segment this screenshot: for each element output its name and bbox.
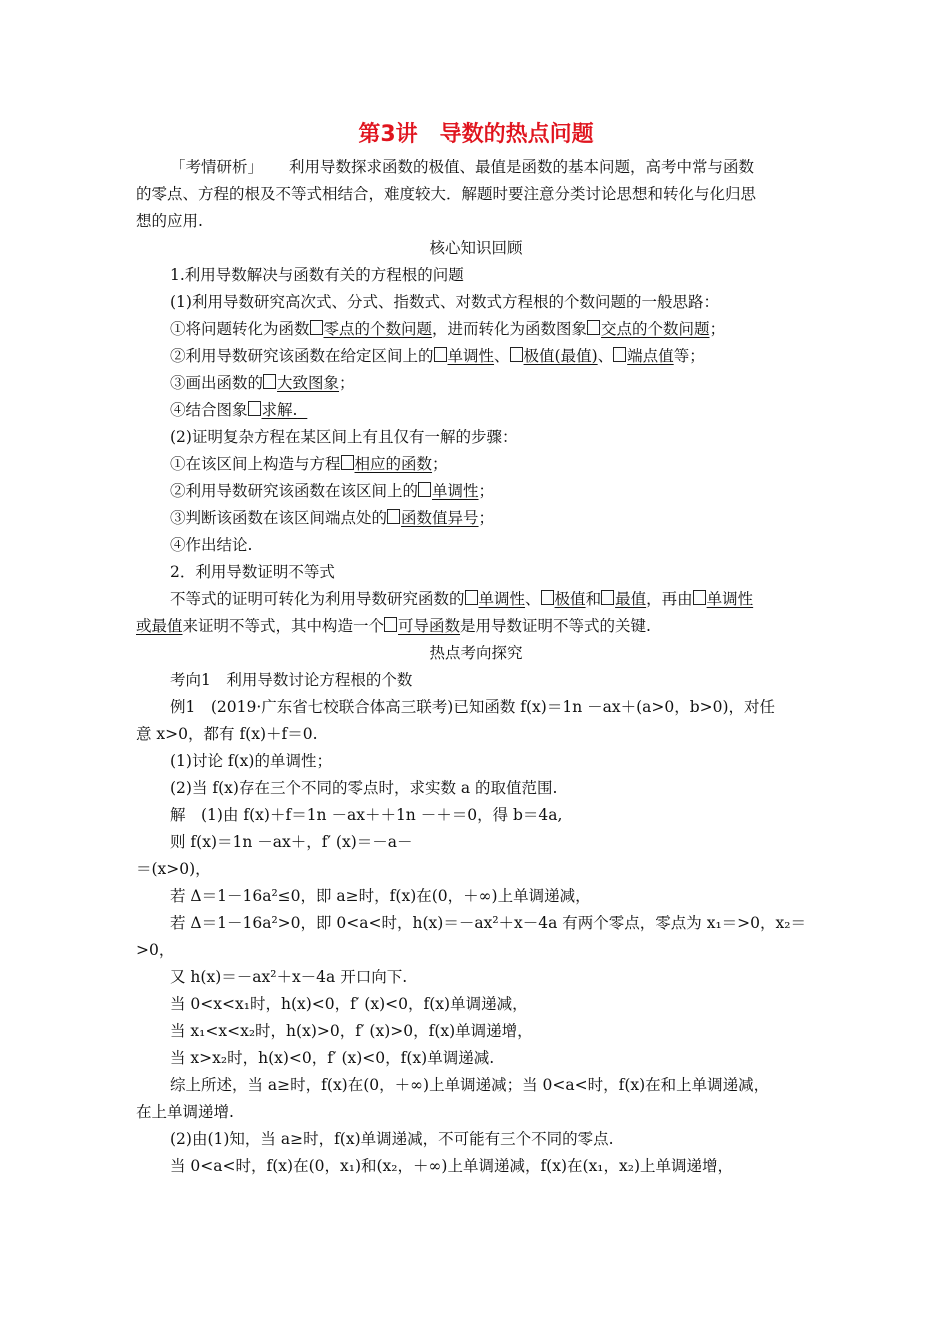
fill-answer: 端点值 — [627, 347, 674, 365]
blank-box — [465, 590, 478, 605]
blank-box — [601, 590, 614, 605]
solution-line: 当 x₁<x<x₂时，h(x)>0，f′ (x)>0，f(x)单调递增， — [170, 1022, 533, 1040]
knowledge-heading: 2．利用导数证明不等式 — [170, 563, 335, 581]
fill-answer: 求解. — [261, 401, 298, 419]
example-question: (2)当 f(x)存在三个不同的零点时，求实数 a 的取值范围. — [170, 779, 558, 797]
direction-heading: 考向1 利用导数讨论方程根的个数 — [170, 671, 413, 689]
intro-line: 「考情研析」 利用导数探求函数的极值、最值是函数的基本问题，高考中常与函数 — [170, 158, 755, 176]
document-page — [136, 118, 816, 1180]
blank-box — [387, 509, 400, 524]
solution-line: 则 f(x)＝1n －ax＋，f′ (x)＝－a－ — [170, 833, 413, 851]
fill-answer: 相应的函数 — [354, 455, 433, 473]
blank-box — [434, 347, 447, 362]
fill-answer: 可导函数 — [398, 617, 461, 635]
intro-line: 想的应用. — [136, 212, 203, 230]
knowledge-heading: 1.利用导数解决与函数有关的方程根的问题 — [170, 266, 464, 284]
step-item: ①将问题转化为函数 零点的个数问题，进而转化为函数图象 交点的个数问题； — [170, 320, 726, 338]
fill-answer: 或最值 — [136, 617, 183, 635]
fill-answer: 单调性 — [432, 482, 479, 500]
fill-answer: 单调性 — [447, 347, 495, 365]
section-heading: 核心知识回顾 — [429, 239, 523, 257]
example-text: 例1 (2019·广东省七校联合体高三联考)已知函数 f(x)＝1n －ax＋(a>0，b>0)，对任 — [170, 698, 776, 716]
intro-tag: 「考情研析」 — [170, 158, 264, 176]
page-title: 第3讲 导数的热点问题 — [358, 122, 594, 147]
paragraph: (1)利用导数研究高次式、分式、指数式、对数式方程根的个数问题的一般思路： — [170, 293, 719, 311]
step-item: ④结合图象 求解. — [170, 401, 298, 419]
step-item: ②利用导数研究该函数在给定区间上的 单调性、 极值(最值)、 端点值等； — [170, 347, 705, 365]
solution-line: 又 h(x)＝－ax²＋x－4a 开口向下. — [170, 968, 408, 986]
fill-answer: 函数值异号 — [401, 509, 479, 527]
paragraph: 或最值来证明不等式，其中构造一个 可导函数是用导数证明不等式的关键. — [136, 617, 651, 635]
blank-box — [384, 617, 397, 632]
solution-line: 综上所述，当 a≥时，f(x)在(0，＋∞)上单调递减；当 0<a<时，f(x)在和上单调递减， — [170, 1076, 770, 1094]
section-heading: 热点考向探究 — [429, 644, 523, 662]
step-item: ④作出结论. — [170, 536, 253, 554]
solution-line: 若 Δ＝1－16a²>0，即 0<a<时，h(x)＝－ax²＋x－4a 有两个零点，零点为 x₁＝>0，x₂＝ — [170, 914, 806, 932]
solution-line: (2)由(1)知，当 a≥时，f(x)单调递减，不可能有三个不同的零点. — [170, 1130, 614, 1148]
blank-box — [693, 590, 706, 605]
blank-box — [587, 320, 600, 335]
intro-line: 的零点、方程的根及不等式相结合，难度较大．解题时要注意分类讨论思想和转化与化归思 — [136, 185, 757, 203]
blank-box — [248, 401, 261, 416]
solution-line: 解 (1)由 f(x)＋f＝1n －ax＋＋1n －＋＝0，得 b＝4a, — [170, 806, 563, 824]
fill-answer: 零点的个数问题 — [323, 320, 433, 338]
fill-answer: 大致图象 — [277, 374, 340, 392]
fill-answer: 极值(最值) — [523, 347, 598, 365]
fill-answer: 交点的个数问题 — [601, 320, 710, 338]
blank-box — [263, 374, 276, 389]
example-text: 意 x>0，都有 f(x)＋f＝0. — [136, 725, 318, 743]
paragraph: (2)证明复杂方程在某区间上有且仅有一解的步骤： — [170, 428, 518, 446]
blank-box — [310, 320, 323, 335]
fill-answer: 最值 — [615, 590, 647, 608]
solution-line: ＝(x>0)， — [136, 860, 211, 878]
solution-line: 当 x>x₂时，h(x)<0，f′ (x)<0，f(x)单调递减. — [170, 1049, 495, 1067]
fill-answer: 单调性 — [478, 590, 526, 608]
fill-answer: 极值 — [554, 590, 586, 608]
blank-box — [418, 482, 431, 497]
step-item: ③画出函数的 大致图象； — [170, 374, 355, 392]
solution-line: 若 Δ＝1－16a²≤0，即 a≥时，f(x)在(0，＋∞)上单调递减， — [170, 887, 591, 905]
solution-line: >0， — [136, 941, 175, 959]
blank-box — [341, 455, 354, 470]
solution-line: 当 0<a<时，f(x)在(0，x₁)和(x₂，＋∞)上单调递减，f(x)在(x₁，x₂)上单调递增， — [170, 1157, 734, 1175]
solution-line: 当 0<x<x₁时，h(x)<0，f′ (x)<0，f(x)单调递减， — [170, 995, 528, 1013]
blank-box — [541, 590, 554, 605]
solution-line: 在上单调递增. — [136, 1103, 234, 1121]
paragraph: 不等式的证明可转化为利用导数研究函数的 单调性、 极值和 最值，再由 单调性 — [170, 590, 754, 608]
blank-box — [510, 347, 523, 362]
step-item: ①在该区间上构造与方程 相应的函数； — [170, 455, 448, 473]
step-item: ②利用导数研究该函数在该区间上的 单调性； — [170, 482, 495, 500]
step-item: ③判断该函数在该区间端点处的 函数值异号； — [170, 509, 495, 527]
fill-answer: 单调性 — [706, 590, 754, 608]
example-question: (1)讨论 f(x)的单调性； — [170, 752, 332, 770]
blank-box — [613, 347, 626, 362]
